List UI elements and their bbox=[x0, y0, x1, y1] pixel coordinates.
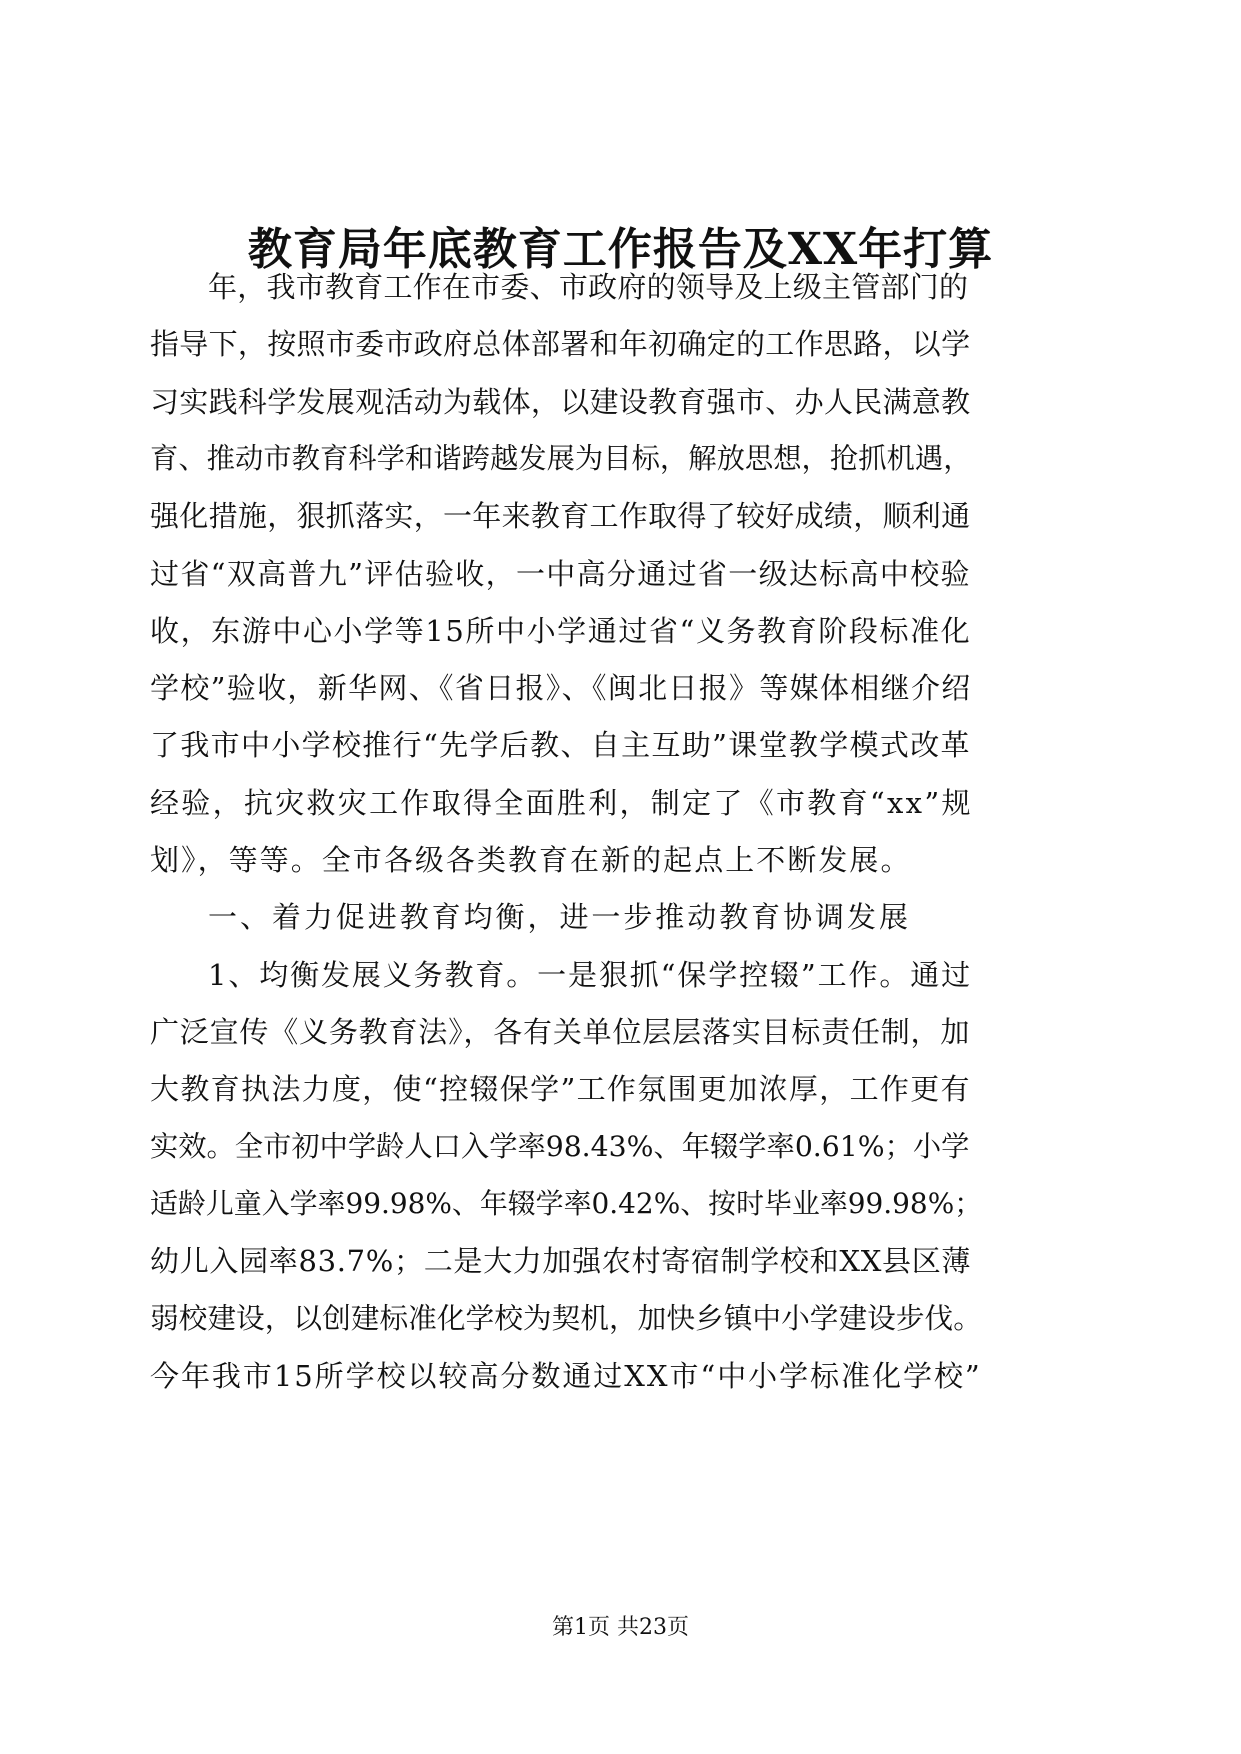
body-line: 实效。全市初中学龄人口入学率98.43%、年辍学率0.61%；小学 bbox=[150, 1130, 970, 1163]
body-line: 强化措施，狠抓落实，一年来教育工作取得了较好成绩，顺利通 bbox=[150, 499, 971, 533]
body-line: 广泛宣传《义务教育法》，各有关单位层层落实目标责任制，加 bbox=[150, 1015, 971, 1049]
body-line: 过省“双高普九”评估验收，一中高分通过省一级达标高中校验 bbox=[150, 557, 971, 591]
body-line: 学校”验收，新华网、《省日报》、《闽北日报》等媒体相继介绍 bbox=[150, 671, 972, 705]
body-line: 幼儿入园率83.7%；二是大力加强农村寄宿制学校和XX县区薄 bbox=[150, 1244, 972, 1278]
body-line: 大教育执法力度，使“控辍保学”工作氛围更加浓厚，工作更有 bbox=[150, 1072, 971, 1106]
body-line: 适龄儿童入学率99.98%、年辍学率0.42%、按时毕业率99.98%； bbox=[150, 1187, 983, 1220]
body-line: 划》，等等。全市各级各类教育在新的起点上不断发展。 bbox=[150, 843, 912, 877]
body-line: 一、着力促进教育均衡，进一步推动教育协调发展 bbox=[208, 900, 911, 934]
body-line: 指导下，按照市委市政府总体部署和年初确定的工作思路，以学 bbox=[150, 327, 971, 361]
body-line: 经验，抗灾救灾工作取得全面胜利，制定了《市教育“xx”规 bbox=[150, 786, 973, 820]
body-line: 收，东游中心小学等15所中小学通过省“义务教育阶段标准化 bbox=[150, 614, 972, 648]
body-line: 育、推动市教育科学和谐跨越发展为目标，解放思想，抢抓机遇， bbox=[150, 442, 972, 475]
body-line: 1、均衡发展义务教育。一是狠抓“保学控辍”工作。通过 bbox=[208, 958, 972, 992]
body-line: 年，我市教育工作在市委、市政府的领导及上级主管部门的 bbox=[208, 270, 969, 304]
body-line: 习实践科学发展观活动为载体，以建设教育强市、办人民满意教 bbox=[150, 385, 971, 419]
body-line: 了我市中小学校推行“先学后教、自主互助”课堂教学模式改革 bbox=[150, 728, 971, 762]
page-footer: 第1页 共23页 bbox=[552, 1615, 689, 1640]
document-title: 教育局年底教育工作报告及XX年打算 bbox=[247, 224, 994, 275]
body-line: 今年我市15所学校以较高分数通过XX市“中小学标准化学校” bbox=[150, 1359, 982, 1393]
body-line: 弱校建设，以创建标准化学校为契机，加快乡镇中小学建设步伐。 bbox=[150, 1301, 982, 1335]
